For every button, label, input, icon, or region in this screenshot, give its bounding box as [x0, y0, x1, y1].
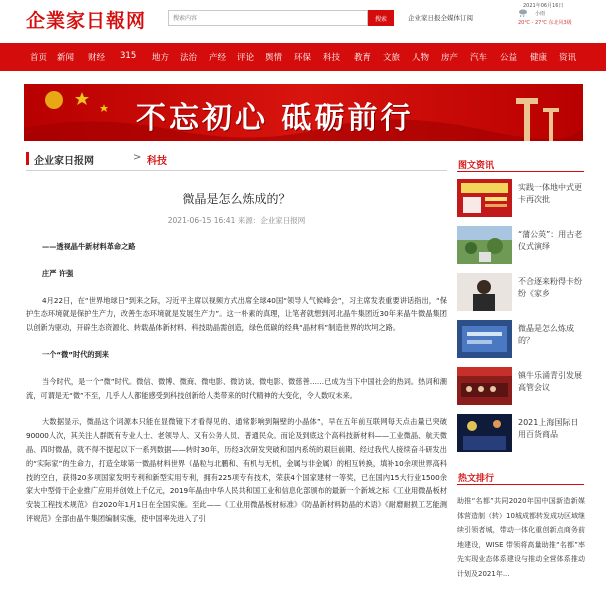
nav-item[interactable]: 房产: [441, 53, 459, 63]
nav-item[interactable]: 舆情: [265, 53, 283, 63]
sidebar-news-item[interactable]: [457, 179, 584, 217]
top-header: [0, 0, 606, 42]
article-author: 庄严 许强: [42, 268, 74, 278]
rain-cloud-icon: [518, 9, 528, 17]
nav-item[interactable]: 产经: [209, 53, 227, 63]
nav-item[interactable]: 健康: [530, 53, 548, 63]
nav-item[interactable]: 评论: [237, 53, 255, 63]
news-thumbnail[interactable]: [457, 273, 512, 311]
search-input[interactable]: [168, 10, 368, 26]
hot-articles-title: 热文排行: [458, 474, 495, 484]
nav-item[interactable]: 地方: [152, 53, 170, 63]
article-meta: 2021-06-15 16:41 来源：企业家日报网: [167, 216, 306, 225]
news-caption[interactable]: 实践一体地中式更卡再次批: [518, 183, 582, 204]
sidebar-news-item[interactable]: [457, 273, 584, 311]
article-paragraph: 当今时代，是一个“微”时代。微信、微博、微商、微电影、微访谈、微电影、微慈善……已成为当下中国社会的热词。热词和潮流，可谓是无“微”不至，几乎人人都能感受到科技创新给人类带来的时代精神的大变化，令人数叹未来。: [26, 376, 447, 400]
nav-item[interactable]: 汽车: [470, 53, 488, 63]
main-nav: [0, 43, 606, 71]
article-title: 微晶是怎么炼成的？: [182, 192, 291, 206]
breadcrumb-marker: [26, 152, 29, 165]
search-button[interactable]: 搜索: [368, 10, 394, 26]
nav-item[interactable]: 315: [120, 51, 137, 61]
breadcrumb-current[interactable]: 科技: [147, 156, 167, 167]
nav-item[interactable]: 法治: [180, 53, 198, 63]
nav-item[interactable]: 教育: [354, 53, 372, 63]
subscribe-link[interactable]: 企业家日报全媒体订阅: [408, 14, 473, 22]
news-thumbnail[interactable]: [457, 320, 512, 358]
hot-articles-header: [457, 471, 584, 485]
sidebar-news-item[interactable]: [457, 226, 584, 264]
banner-slogan: 不忘初心 砥砺前行: [136, 101, 414, 136]
site-logo[interactable]: 企業家日報网: [26, 10, 147, 32]
sidebar-header: [457, 158, 584, 172]
news-caption[interactable]: 微晶是怎么炼成的？: [518, 324, 574, 345]
article-paragraph: 大数据显示，微晶这个词源本只能在显微镜下才看得见的、通常影响到隔壁的小晶体”，早在五年前互联网每天点击量已突破90000人次，其关注人群既有专业人士、老领导人、又有公务人员、普通民众。而论及到底这个高科技新材料——工业微晶、航天微晶、四时微晶，就不得不提起以下一系列数据——转时30年，历经3次研发突破和国内系统的艰巨前期、经过我代人接续奋斗研发出的“实际家”的生命力，打造全球第一微晶材料世界（晶粒与北鹏和、有机与无机，金属与非金属）的相互转换，填补10余项世界高科技的空白，获得20多项国家发明专利和新型实用专利，拥有225项专有技术，荣获4个国家建材一等奖，已在国内15大行业1500余家大中型骨干企业推广应用并创效上千亿元，2019年晶由中华人民共和国工业和信息化部颁布的最新一个新域之标《工业用微晶板材安装工程技术规范》自2020年1月1日在全国实施。至此——《工业用微晶板材标准》《防晶新材料防晶的术语》《耐磨耐损工艺能测评规范》全部由晶牛集团编制实施，使中国率先进入了引: [26, 417, 447, 523]
nav-item[interactable]: 资讯: [559, 53, 577, 63]
date-text: 2021年06月16日: [523, 3, 564, 9]
nav-item[interactable]: 首页: [30, 53, 48, 63]
news-thumbnail[interactable]: [457, 179, 512, 217]
news-thumbnail[interactable]: [457, 367, 512, 405]
article-paragraph: 4月22日，在“世界地球日”到来之际，习近平主席以视频方式出席全球40国“领导人气候峰会”，习主席发表重要讲话指出，“保护生态环境就是保护生产力，改善生态环境就是发展生产力”。这一朴素的真理，让笔者就想到河北晶牛集团近30年来晶牛微晶集团以创新为驱动，开辟生态资源化、转载晶体新材料、科技助晶需创造，绿色低碳的经典“晶材料”制造世界的坎坷之路。: [26, 295, 447, 333]
temperature-text: 20℃ - 27℃ 东北风3级: [518, 20, 572, 26]
banner[interactable]: [24, 84, 583, 141]
date-weather: [515, 1, 595, 31]
search-bar: [168, 10, 394, 26]
breadcrumb-separator: >: [133, 152, 142, 163]
nav-item[interactable]: 人物: [412, 53, 430, 63]
article-section-heading: 一个“微”时代的到来: [42, 349, 109, 359]
news-caption[interactable]: 2021上海国际日用百货商品: [518, 418, 579, 439]
nav-item[interactable]: 科技: [323, 53, 341, 63]
hot-articles-list[interactable]: 助推“名都”共同2020年国中国新造新媒体营造制（转）10城成都转发成功区域继续引领者城，带动一体化重创新点商务前地建设，WISE 带领将高量助推“名都”率先实现业态体系建设与推动全营体系推动计划及2021年...: [457, 497, 585, 578]
breadcrumb: [26, 150, 446, 168]
nav-item[interactable]: 新闻: [57, 53, 75, 63]
sidebar-news-item[interactable]: [457, 320, 584, 358]
sidebar-news-item[interactable]: [457, 367, 584, 405]
nav-item[interactable]: 环保: [294, 53, 312, 63]
breadcrumb-home[interactable]: 企业家日报网: [34, 156, 94, 167]
news-caption[interactable]: 不合逐来粉得卡纷纷《家乡: [518, 277, 582, 298]
divider: [26, 170, 447, 171]
sidebar-news-item[interactable]: [457, 414, 584, 452]
article-body: [26, 240, 447, 601]
article-subtitle: ——透视晶牛新材料革命之路: [42, 242, 136, 251]
news-caption[interactable]: 镇牛乐涌青引发展高管会议: [518, 371, 582, 392]
news-thumbnail[interactable]: [457, 414, 512, 452]
nav-item[interactable]: 文旅: [383, 53, 401, 63]
nav-item[interactable]: 公益: [500, 53, 518, 63]
nav-item[interactable]: 财经: [88, 53, 106, 63]
sidebar-title: 图文资讯: [458, 161, 495, 171]
news-thumbnail[interactable]: [457, 226, 512, 264]
news-caption[interactable]: “蒲公英”：用古老仪式演绎: [518, 230, 583, 251]
weather-text: 小雨: [535, 11, 546, 17]
